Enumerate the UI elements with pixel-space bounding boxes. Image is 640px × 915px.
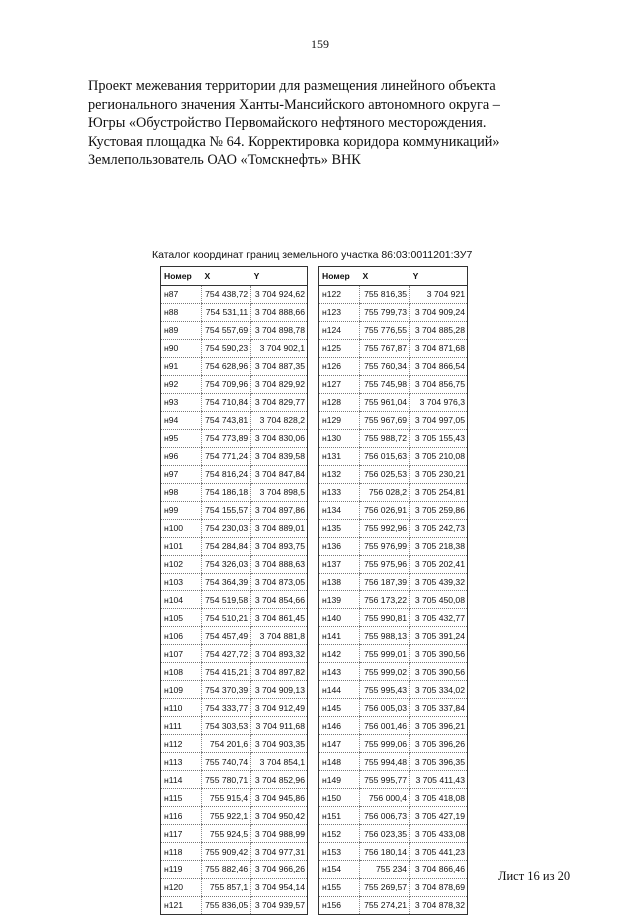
x-coordinate-cell: 756 026,91 <box>360 501 410 519</box>
column-header-number: Номер <box>319 267 360 286</box>
point-number-cell: н122 <box>319 286 360 304</box>
x-coordinate-cell: 754 510,21 <box>202 609 251 627</box>
table-row <box>161 591 308 609</box>
y-coordinate-cell: 3 704 897,86 <box>251 501 308 519</box>
point-number-cell: н89 <box>161 321 202 339</box>
point-number-cell: н141 <box>319 627 360 645</box>
point-number-cell: н153 <box>319 843 360 861</box>
x-coordinate-cell: 754 438,72 <box>202 286 251 304</box>
y-coordinate-cell: 3 705 242,73 <box>410 519 468 537</box>
x-coordinate-cell: 755 988,72 <box>360 429 410 447</box>
table-row <box>319 825 468 843</box>
coordinates-table-left <box>160 266 308 915</box>
y-coordinate-cell: 3 704 909,13 <box>251 681 308 699</box>
y-coordinate-cell: 3 705 210,08 <box>410 447 468 465</box>
table-row <box>161 645 308 663</box>
y-coordinate-cell: 3 704 839,58 <box>251 447 308 465</box>
point-number-cell: н136 <box>319 537 360 555</box>
table-row <box>319 357 468 375</box>
x-coordinate-cell: 756 173,22 <box>360 591 410 609</box>
y-coordinate-cell: 3 704 889,01 <box>251 519 308 537</box>
y-coordinate-cell: 3 704 866,46 <box>410 861 468 879</box>
point-number-cell: н106 <box>161 627 202 645</box>
point-number-cell: н142 <box>319 645 360 663</box>
y-coordinate-cell: 3 704 966,26 <box>251 861 308 879</box>
y-coordinate-cell: 3 705 441,23 <box>410 843 468 861</box>
point-number-cell: н93 <box>161 393 202 411</box>
point-number-cell: н100 <box>161 519 202 537</box>
x-coordinate-cell: 754 333,77 <box>202 699 251 717</box>
point-number-cell: н109 <box>161 681 202 699</box>
x-coordinate-cell: 755 995,43 <box>360 681 410 699</box>
x-coordinate-cell: 755 767,87 <box>360 339 410 357</box>
x-coordinate-cell: 754 628,96 <box>202 357 251 375</box>
y-coordinate-cell: 3 705 433,08 <box>410 825 468 843</box>
y-coordinate-cell: 3 704 847,84 <box>251 465 308 483</box>
table-row <box>319 519 468 537</box>
point-number-cell: н114 <box>161 771 202 789</box>
point-number-cell: н148 <box>319 753 360 771</box>
y-coordinate-cell: 3 705 391,24 <box>410 627 468 645</box>
y-coordinate-cell: 3 704 854,1 <box>251 753 308 771</box>
x-coordinate-cell: 754 457,49 <box>202 627 251 645</box>
table-row <box>161 555 308 573</box>
point-number-cell: н115 <box>161 789 202 807</box>
point-number-cell: н145 <box>319 699 360 717</box>
point-number-cell: н120 <box>161 878 202 896</box>
point-number-cell: н87 <box>161 286 202 304</box>
point-number-cell: н104 <box>161 591 202 609</box>
table-row <box>161 483 308 501</box>
column-header-x: X <box>202 267 251 286</box>
x-coordinate-cell: 755 816,35 <box>360 286 410 304</box>
point-number-cell: н121 <box>164 900 184 911</box>
sheet-counter: Лист 16 из 20 <box>498 869 571 883</box>
y-coordinate-cell: 3 705 390,56 <box>410 645 468 663</box>
y-coordinate-cell: 3 705 396,21 <box>410 717 468 735</box>
y-coordinate-cell: 3 704 852,96 <box>251 771 308 789</box>
point-number-cell: н156 <box>322 900 342 911</box>
y-coordinate-cell: 3 704 977,31 <box>251 843 308 861</box>
x-coordinate-cell: 756 000,4 <box>360 789 410 807</box>
x-coordinate-cell: 755 995,77 <box>360 771 410 789</box>
table-row <box>161 717 308 735</box>
y-coordinate-cell: 3 704 954,14 <box>251 878 308 896</box>
table-row <box>161 411 308 429</box>
point-number-cell: н126 <box>319 357 360 375</box>
point-number-cell: н94 <box>161 411 202 429</box>
x-coordinate-cell: 756 187,39 <box>360 573 410 591</box>
x-coordinate-cell: 755 999,01 <box>360 645 410 663</box>
point-number-cell: н127 <box>319 375 360 393</box>
column-header-y: Y <box>251 267 308 286</box>
x-coordinate-cell: 755 740,74 <box>202 753 251 771</box>
table-row <box>319 393 468 411</box>
header-line: Землепользователь ОАО «Томскнефть» ВНК <box>88 152 361 168</box>
x-coordinate-cell: 756 015,63 <box>360 447 410 465</box>
y-coordinate-cell: 3 705 411,43 <box>410 771 468 789</box>
point-number-cell: н97 <box>161 465 202 483</box>
y-coordinate-cell: 3 704 830,06 <box>251 429 308 447</box>
y-coordinate-cell: 3 704 856,75 <box>410 375 468 393</box>
table-row <box>161 896 308 914</box>
x-coordinate-cell: 755 999,06 <box>360 735 410 753</box>
x-coordinate-cell: 754 531,11 <box>202 303 251 321</box>
table-header-row <box>319 267 468 286</box>
y-coordinate-cell: 3 704 903,35 <box>251 735 308 753</box>
table-row <box>161 501 308 519</box>
point-number-cell: н92 <box>161 375 202 393</box>
x-coordinate-cell: 754 186,18 <box>202 483 251 501</box>
point-number-cell: н91 <box>161 357 202 375</box>
table-row <box>161 303 308 321</box>
y-coordinate-cell: 3 704 909,24 <box>410 303 468 321</box>
x-coordinate-cell: 755 999,02 <box>360 663 410 681</box>
x-coordinate-cell: 754 743,81 <box>202 411 251 429</box>
point-number-cell: н113 <box>161 753 202 771</box>
y-coordinate-cell: 3 704 885,28 <box>410 321 468 339</box>
y-coordinate-cell: 3 704 945,86 <box>251 789 308 807</box>
x-coordinate-cell: 754 155,57 <box>202 501 251 519</box>
point-number-cell: н116 <box>161 807 202 825</box>
x-coordinate-cell: 754 709,96 <box>202 375 251 393</box>
y-coordinate-cell: 3 704 881,8 <box>251 627 308 645</box>
table-row <box>319 681 468 699</box>
x-coordinate-cell: 756 006,73 <box>360 807 410 825</box>
x-coordinate-cell: 754 201,6 <box>202 735 251 753</box>
x-coordinate-cell: 754 303,53 <box>202 717 251 735</box>
x-coordinate-cell: 755 269,57 <box>360 878 410 896</box>
y-coordinate-cell: 3 705 334,02 <box>410 681 468 699</box>
point-number-cell: н146 <box>319 717 360 735</box>
column-header-y: Y <box>410 267 468 286</box>
header-line: Югры «Обустройство Первомайского нефтяного месторождения. <box>88 115 487 131</box>
header-line: регионального значения Ханты-Мансийского автономного округа – <box>88 96 500 113</box>
x-coordinate-cell: 755 994,48 <box>360 753 410 771</box>
table-row <box>161 627 308 645</box>
table-row <box>161 735 308 753</box>
table-row <box>161 573 308 591</box>
x-coordinate-cell: 755 234 <box>360 861 410 879</box>
x-coordinate-cell: 755 745,98 <box>360 375 410 393</box>
table-row <box>319 807 468 825</box>
point-number-cell: н103 <box>161 573 202 591</box>
point-number-cell: н154 <box>319 861 360 879</box>
table-row <box>319 591 468 609</box>
x-coordinate-cell: 756 023,35 <box>360 825 410 843</box>
y-coordinate-cell: 3 704 888,63 <box>251 555 308 573</box>
table-row <box>161 681 308 699</box>
x-coordinate-cell: 754 415,21 <box>202 663 251 681</box>
point-number-cell: н147 <box>319 735 360 753</box>
y-coordinate-cell: 3 704 878,69 <box>410 878 468 896</box>
table-row <box>161 393 308 411</box>
x-coordinate-cell: 754 816,24 <box>202 465 251 483</box>
y-coordinate-cell: 3 704 898,78 <box>251 321 308 339</box>
point-number-cell: н117 <box>161 825 202 843</box>
point-number-cell: н96 <box>161 447 202 465</box>
point-number-cell: н107 <box>161 645 202 663</box>
page-number: 159 <box>311 37 329 51</box>
y-coordinate-cell: 3 704 893,32 <box>251 645 308 663</box>
y-coordinate-cell: 3 705 230,21 <box>410 465 468 483</box>
column-header-x: X <box>360 267 410 286</box>
y-coordinate-cell: 3 704 988,99 <box>251 825 308 843</box>
y-coordinate-cell: 3 704 878,32 <box>414 900 465 911</box>
x-coordinate-cell: 754 370,39 <box>202 681 251 699</box>
y-coordinate-cell: 3 705 396,26 <box>410 735 468 753</box>
point-number-cell: н135 <box>319 519 360 537</box>
table-row <box>161 825 308 843</box>
table-row <box>319 609 468 627</box>
point-number-cell: н105 <box>161 609 202 627</box>
point-number-cell: н128 <box>319 393 360 411</box>
y-coordinate-cell: 3 704 950,42 <box>251 807 308 825</box>
y-coordinate-cell: 3 705 427,19 <box>410 807 468 825</box>
y-coordinate-cell: 3 705 396,35 <box>410 753 468 771</box>
table-row <box>319 339 468 357</box>
table-row <box>161 807 308 825</box>
x-coordinate-cell: 755 992,96 <box>360 519 410 537</box>
table-row <box>161 321 308 339</box>
y-coordinate-cell: 3 705 259,86 <box>410 501 468 519</box>
table-row <box>319 699 468 717</box>
table-row <box>161 878 308 896</box>
table-row <box>319 411 468 429</box>
point-number-cell: н124 <box>319 321 360 339</box>
table-row <box>319 573 468 591</box>
x-coordinate-cell: 754 326,03 <box>202 555 251 573</box>
table-row <box>319 645 468 663</box>
point-number-cell: н133 <box>319 483 360 501</box>
table-row <box>161 519 308 537</box>
point-number-cell: н143 <box>319 663 360 681</box>
y-coordinate-cell: 3 704 861,45 <box>251 609 308 627</box>
table-row <box>161 447 308 465</box>
table-row <box>319 627 468 645</box>
x-coordinate-cell: 755 882,46 <box>202 861 251 879</box>
x-coordinate-cell: 754 427,72 <box>202 645 251 663</box>
table-row <box>319 429 468 447</box>
table-row <box>319 878 468 896</box>
y-coordinate-cell: 3 705 450,08 <box>410 591 468 609</box>
table-row <box>319 447 468 465</box>
x-coordinate-cell: 756 005,03 <box>360 699 410 717</box>
y-coordinate-cell: 3 704 924,62 <box>251 286 308 304</box>
table-row <box>319 896 468 914</box>
document-header <box>88 77 588 170</box>
y-coordinate-cell: 3 704 921 <box>410 286 468 304</box>
table-row <box>319 537 468 555</box>
table-row <box>161 609 308 627</box>
point-number-cell: н151 <box>319 807 360 825</box>
point-number-cell: н90 <box>161 339 202 357</box>
point-number-cell: н108 <box>161 663 202 681</box>
y-coordinate-cell: 3 704 871,68 <box>410 339 468 357</box>
y-coordinate-cell: 3 705 337,84 <box>410 699 468 717</box>
y-coordinate-cell: 3 704 898,5 <box>251 483 308 501</box>
x-coordinate-cell: 756 001,46 <box>360 717 410 735</box>
x-coordinate-cell: 755 988,13 <box>360 627 410 645</box>
y-coordinate-cell: 3 704 828,2 <box>251 411 308 429</box>
y-coordinate-cell: 3 704 902,1 <box>251 339 308 357</box>
y-coordinate-cell: 3 704 939,57 <box>254 900 305 911</box>
point-number-cell: н98 <box>161 483 202 501</box>
table-row <box>161 357 308 375</box>
point-number-cell: н129 <box>319 411 360 429</box>
point-number-cell: н144 <box>319 681 360 699</box>
x-coordinate-cell: 755 976,99 <box>360 537 410 555</box>
x-coordinate-cell: 754 519,58 <box>202 591 251 609</box>
y-coordinate-cell: 3 705 418,08 <box>410 789 468 807</box>
table-row <box>319 843 468 861</box>
x-coordinate-cell: 754 590,23 <box>202 339 251 357</box>
x-coordinate-cell: 755 975,96 <box>360 555 410 573</box>
y-coordinate-cell: 3 704 887,35 <box>251 357 308 375</box>
point-number-cell: н102 <box>161 555 202 573</box>
x-coordinate-cell: 755 915,4 <box>202 789 251 807</box>
table-row <box>319 663 468 681</box>
y-coordinate-cell: 3 704 829,77 <box>251 393 308 411</box>
x-coordinate-cell: 754 230,03 <box>202 519 251 537</box>
point-number-cell: н123 <box>319 303 360 321</box>
point-number-cell: н152 <box>319 825 360 843</box>
header-line: Проект межевания территории для размещения линейного объекта <box>88 78 496 94</box>
point-number-cell: н110 <box>161 699 202 717</box>
y-coordinate-cell: 3 705 432,77 <box>410 609 468 627</box>
table-row <box>161 753 308 771</box>
table-row <box>161 861 308 879</box>
table-row <box>161 771 308 789</box>
point-number-cell: н155 <box>319 878 360 896</box>
point-number-cell: н138 <box>319 573 360 591</box>
table-row <box>161 375 308 393</box>
x-coordinate-cell: 755 924,5 <box>202 825 251 843</box>
x-coordinate-cell: 755 776,55 <box>360 321 410 339</box>
coordinates-table-right <box>318 266 468 915</box>
table-row <box>161 339 308 357</box>
y-coordinate-cell: 3 705 390,56 <box>410 663 468 681</box>
x-coordinate-cell: 755 780,71 <box>202 771 251 789</box>
x-coordinate-cell: 754 364,39 <box>202 573 251 591</box>
x-coordinate-cell: 754 771,24 <box>202 447 251 465</box>
table-row <box>319 771 468 789</box>
y-coordinate-cell: 3 704 829,92 <box>251 375 308 393</box>
point-number-cell: н95 <box>161 429 202 447</box>
table-title: Каталог координат границ земельного участка 86:03:0011201:ЗУ7 <box>152 249 473 261</box>
y-coordinate-cell: 3 704 888,66 <box>251 303 308 321</box>
point-number-cell: н131 <box>319 447 360 465</box>
y-coordinate-cell: 3 705 439,32 <box>410 573 468 591</box>
point-number-cell: н112 <box>161 735 202 753</box>
y-coordinate-cell: 3 704 912,49 <box>251 699 308 717</box>
table-row <box>161 789 308 807</box>
point-number-cell: н119 <box>161 861 202 879</box>
column-header-number: Номер <box>161 267 202 286</box>
table-row <box>161 663 308 681</box>
table-row <box>319 501 468 519</box>
table-row <box>161 286 308 304</box>
table-row <box>319 483 468 501</box>
y-coordinate-cell: 3 704 873,05 <box>251 573 308 591</box>
x-coordinate-cell: 756 028,2 <box>360 483 410 501</box>
point-number-cell: н140 <box>319 609 360 627</box>
y-coordinate-cell: 3 705 254,81 <box>410 483 468 501</box>
x-coordinate-cell: 754 710,84 <box>202 393 251 411</box>
header-line: Кустовая площадка № 64. Корректировка коридора коммуникаций» <box>88 133 500 150</box>
point-number-cell: н139 <box>319 591 360 609</box>
x-coordinate-cell: 755 990,81 <box>360 609 410 627</box>
x-coordinate-cell: 756 025,53 <box>360 465 410 483</box>
y-coordinate-cell: 3 705 202,41 <box>410 555 468 573</box>
x-coordinate-cell: 754 284,84 <box>202 537 251 555</box>
y-coordinate-cell: 3 705 155,43 <box>410 429 468 447</box>
point-number-cell: н118 <box>161 843 202 861</box>
x-coordinate-cell: 755 799,73 <box>360 303 410 321</box>
x-coordinate-cell: 755 274,21 <box>360 896 410 914</box>
table-row <box>319 321 468 339</box>
y-coordinate-cell: 3 704 893,75 <box>251 537 308 555</box>
y-coordinate-cell: 3 704 976,3 <box>410 393 468 411</box>
table-header-row <box>161 267 308 286</box>
x-coordinate-cell: 755 760,34 <box>360 357 410 375</box>
x-coordinate-cell: 755 909,42 <box>202 843 251 861</box>
point-number-cell: н130 <box>319 429 360 447</box>
y-coordinate-cell: 3 705 218,38 <box>410 537 468 555</box>
point-number-cell: н88 <box>161 303 202 321</box>
table-row <box>161 537 308 555</box>
point-number-cell: н99 <box>161 501 202 519</box>
table-row <box>161 465 308 483</box>
y-coordinate-cell: 3 704 854,66 <box>251 591 308 609</box>
y-coordinate-cell: 3 704 897,82 <box>251 663 308 681</box>
point-number-cell: н149 <box>319 771 360 789</box>
y-coordinate-cell: 3 704 866,54 <box>410 357 468 375</box>
point-number-cell: н125 <box>319 339 360 357</box>
table-row <box>161 699 308 717</box>
x-coordinate-cell: 755 857,1 <box>202 878 251 896</box>
x-coordinate-cell: 754 557,69 <box>202 321 251 339</box>
point-number-cell: н137 <box>319 555 360 573</box>
x-coordinate-cell: 755 836,05 <box>202 896 251 914</box>
table-row <box>319 375 468 393</box>
table-row <box>319 789 468 807</box>
x-coordinate-cell: 755 961,04 <box>360 393 410 411</box>
x-coordinate-cell: 755 922,1 <box>202 807 251 825</box>
table-row <box>319 861 468 879</box>
table-row <box>319 735 468 753</box>
table-row <box>319 555 468 573</box>
y-coordinate-cell: 3 704 997,05 <box>410 411 468 429</box>
point-number-cell: н111 <box>161 717 202 735</box>
point-number-cell: н150 <box>319 789 360 807</box>
x-coordinate-cell: 755 967,69 <box>360 411 410 429</box>
x-coordinate-cell: 754 773,89 <box>202 429 251 447</box>
x-coordinate-cell: 756 180,14 <box>360 843 410 861</box>
table-row <box>161 843 308 861</box>
table-row <box>161 429 308 447</box>
table-row <box>319 753 468 771</box>
table-row <box>319 465 468 483</box>
table-row <box>319 717 468 735</box>
point-number-cell: н101 <box>161 537 202 555</box>
y-coordinate-cell: 3 704 911,68 <box>251 717 308 735</box>
table-row <box>319 303 468 321</box>
table-row <box>319 286 468 304</box>
point-number-cell: н134 <box>319 501 360 519</box>
point-number-cell: н132 <box>319 465 360 483</box>
